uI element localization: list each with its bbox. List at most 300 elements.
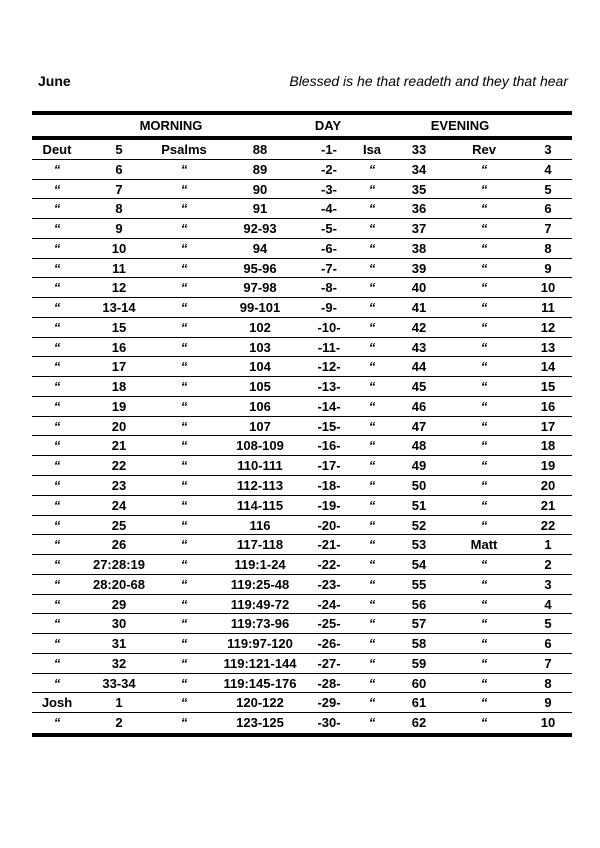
morning-psalms-chapter-cell: 95-96 [243,260,277,276]
evening-chapter-cell: 43 [411,339,427,355]
evening-nt-book-cell: “ [480,616,488,632]
morning-book-cell: “ [53,715,61,731]
morning-book-cell: “ [53,339,61,355]
morning-chapter-cell: 7 [115,181,123,197]
table-row [32,298,572,318]
column-header-morning: MORNING [139,118,203,133]
evening-nt-chapter-cell: 9 [544,695,552,711]
morning-book-cell: “ [53,478,61,494]
day-number-cell: -11- [317,339,341,355]
morning-book-cell: “ [53,201,61,217]
day-number-cell: -25- [317,616,341,632]
morning-psalms-book-cell: “ [180,636,188,652]
day-number-cell: -30- [317,715,341,731]
evening-nt-book-cell: “ [480,596,488,612]
morning-chapter-cell: 13-14 [102,300,136,316]
evening-book-cell: “ [368,339,376,355]
morning-chapter-cell: 16 [111,339,127,355]
evening-book-cell: “ [368,715,376,731]
evening-chapter-cell: 47 [411,418,427,434]
evening-book-cell: “ [368,537,376,553]
bottom-rule [32,733,572,737]
morning-book-cell: “ [53,379,61,395]
day-number-cell: -6- [321,240,337,256]
table-row [32,140,572,160]
morning-psalms-chapter-cell: 114-115 [236,497,284,513]
morning-chapter-cell: 21 [111,438,127,454]
reading-schedule-table [32,140,572,733]
evening-book-cell: “ [368,398,376,414]
evening-book-cell: “ [368,300,376,316]
morning-chapter-cell: 25 [111,517,127,533]
morning-chapter-cell: 26 [111,537,127,553]
evening-chapter-cell: 44 [411,359,427,375]
morning-psalms-chapter-cell: 119:145-176 [223,675,297,691]
day-number-cell: -22- [317,557,341,573]
evening-nt-chapter-cell: 10 [540,280,556,296]
evening-chapter-cell: 35 [411,181,427,197]
morning-psalms-book-cell: “ [180,596,188,612]
evening-nt-chapter-cell: 6 [544,201,552,217]
evening-nt-book-cell: “ [480,695,488,711]
evening-chapter-cell: 39 [411,260,427,276]
table-row [32,417,572,437]
evening-nt-book-cell: “ [480,161,488,177]
morning-psalms-book-cell: “ [180,695,188,711]
morning-psalms-chapter-cell: 119:73-96 [230,616,290,632]
morning-psalms-book-cell: “ [180,221,188,237]
morning-psalms-book-cell: “ [180,497,188,513]
evening-chapter-cell: 38 [411,240,427,256]
evening-nt-book-cell: “ [480,478,488,494]
morning-psalms-book-cell: “ [180,379,188,395]
evening-book-cell: “ [368,655,376,671]
evening-book-cell: “ [368,280,376,296]
table-row [32,397,572,417]
motto-text: Blessed is he that readeth and they that hear [289,73,568,89]
day-number-cell: -18- [317,478,341,494]
evening-book-cell: “ [368,418,376,434]
table-row [32,713,572,733]
evening-book-cell: “ [368,517,376,533]
morning-chapter-cell: 15 [111,319,127,335]
table-row [32,259,572,279]
evening-nt-book-cell: “ [480,280,488,296]
day-number-cell: -29- [317,695,341,711]
morning-psalms-chapter-cell: 103 [249,339,271,355]
table-row [32,436,572,456]
morning-psalms-chapter-cell: 119:49-72 [230,596,290,612]
morning-psalms-chapter-cell: 89 [252,161,268,177]
evening-book-cell: “ [368,458,376,474]
table-row [32,278,572,298]
evening-nt-chapter-cell: 6 [544,636,552,652]
evening-chapter-cell: 46 [411,398,427,414]
evening-chapter-cell: 54 [411,557,427,573]
morning-psalms-chapter-cell: 117-118 [236,537,284,553]
evening-nt-chapter-cell: 11 [541,300,555,316]
evening-nt-book-cell: “ [480,675,488,691]
table-row [32,614,572,634]
morning-book-cell: “ [53,359,61,375]
morning-psalms-chapter-cell: 91 [252,201,268,217]
evening-nt-chapter-cell: 17 [540,418,556,434]
morning-book-cell: “ [53,221,61,237]
day-number-cell: -27- [317,655,341,671]
morning-psalms-chapter-cell: 108-109 [236,438,284,454]
day-number-cell: -13- [317,379,341,395]
evening-nt-book-cell: “ [480,339,488,355]
table-row [32,456,572,476]
evening-nt-book-cell: Matt [470,537,498,553]
table-row [32,160,572,180]
morning-psalms-book-cell: “ [180,398,188,414]
morning-chapter-cell: 6 [115,161,123,177]
evening-chapter-cell: 56 [411,596,427,612]
day-number-cell: -8- [321,280,337,296]
morning-book-cell: “ [53,557,61,573]
morning-chapter-cell: 32 [111,655,127,671]
morning-book-cell: “ [53,418,61,434]
morning-psalms-chapter-cell: 110-111 [237,458,283,474]
morning-psalms-book-cell: “ [180,319,188,335]
evening-chapter-cell: 48 [411,438,427,454]
evening-chapter-cell: 59 [411,655,427,671]
evening-nt-book-cell: “ [480,418,488,434]
table-row [32,516,572,536]
day-number-cell: -24- [317,596,341,612]
evening-nt-chapter-cell: 15 [540,379,556,395]
morning-psalms-book-cell: “ [180,240,188,256]
day-number-cell: -12- [317,359,341,375]
day-number-cell: -10- [317,319,341,335]
day-number-cell: -19- [317,497,341,513]
table-row [32,199,572,219]
evening-nt-book-cell: “ [480,319,488,335]
column-header-day: DAY [314,118,342,133]
evening-nt-chapter-cell: 5 [544,616,552,632]
morning-book-cell: “ [53,616,61,632]
evening-book-cell: Isa [362,142,382,157]
evening-nt-book-cell: “ [480,181,488,197]
evening-book-cell: “ [368,161,376,177]
morning-book-cell: “ [53,636,61,652]
morning-chapter-cell: 19 [111,398,127,414]
day-number-cell: -2- [321,161,337,177]
morning-psalms-chapter-cell: 112-113 [236,478,284,494]
morning-chapter-cell: 23 [111,478,127,494]
evening-book-cell: “ [368,557,376,573]
morning-chapter-cell: 17 [111,359,127,375]
morning-psalms-chapter-cell: 106 [249,398,271,414]
evening-book-cell: “ [368,478,376,494]
evening-chapter-cell: 60 [411,675,427,691]
evening-nt-chapter-cell: 12 [540,319,556,335]
evening-nt-book-cell: “ [480,260,488,276]
evening-chapter-cell: 62 [411,715,427,731]
evening-chapter-cell: 58 [411,636,427,652]
evening-chapter-cell: 49 [411,458,427,474]
evening-nt-chapter-cell: 3 [544,142,552,157]
evening-chapter-cell: 61 [411,695,427,711]
morning-chapter-cell: 28:20-68 [92,576,146,592]
morning-psalms-book-cell: “ [180,616,188,632]
evening-nt-book-cell: “ [480,715,488,731]
morning-psalms-chapter-cell: 88 [252,142,268,157]
evening-nt-chapter-cell: 9 [544,260,552,276]
evening-book-cell: “ [368,695,376,711]
evening-nt-chapter-cell: 14 [540,359,556,375]
morning-book-cell: “ [53,596,61,612]
morning-book-cell: “ [53,398,61,414]
morning-book-cell: “ [53,497,61,513]
morning-psalms-chapter-cell: 99-101 [239,300,281,316]
evening-nt-book-cell: “ [480,576,488,592]
evening-book-cell: “ [368,319,376,335]
day-number-cell: -1- [321,142,337,157]
morning-chapter-cell: 10 [111,240,127,256]
evening-chapter-cell: 42 [411,319,427,335]
column-header-evening: EVENING [430,118,490,133]
morning-psalms-book-cell: “ [180,576,188,592]
morning-book-cell: “ [53,181,61,197]
morning-chapter-cell: 20 [111,418,127,434]
morning-psalms-book-cell: “ [180,418,188,434]
morning-psalms-chapter-cell: 119:25-48 [230,576,290,592]
morning-psalms-chapter-cell: 94 [252,240,268,256]
day-number-cell: -21- [317,537,341,553]
day-number-cell: -7- [321,260,337,276]
morning-psalms-book-cell: “ [180,161,188,177]
day-number-cell: -5- [321,221,337,237]
morning-book-cell: Deut [42,142,72,157]
evening-nt-book-cell: “ [480,458,488,474]
evening-chapter-cell: 45 [411,379,427,395]
evening-nt-chapter-cell: 3 [544,576,552,592]
morning-psalms-book-cell: “ [180,260,188,276]
evening-book-cell: “ [368,596,376,612]
morning-chapter-cell: 29 [111,596,127,612]
evening-nt-chapter-cell: 20 [540,478,556,494]
day-number-cell: -9- [321,300,337,316]
evening-nt-chapter-cell: 13 [540,339,556,355]
day-number-cell: -15- [317,418,341,434]
day-number-cell: -28- [317,675,341,691]
morning-psalms-chapter-cell: 104 [249,359,271,375]
evening-nt-book-cell: “ [480,221,488,237]
table-row [32,239,572,259]
morning-chapter-cell: 30 [111,616,127,632]
table-row [32,595,572,615]
evening-nt-chapter-cell: 1 [544,537,552,553]
top-rule [32,111,572,115]
month-label: June [38,73,71,89]
evening-nt-chapter-cell: 16 [540,398,556,414]
evening-nt-chapter-cell: 22 [540,517,556,533]
morning-psalms-book-cell: “ [180,300,188,316]
evening-nt-chapter-cell: 8 [544,240,552,256]
evening-nt-chapter-cell: 4 [544,161,552,177]
morning-book-cell: “ [53,161,61,177]
evening-book-cell: “ [368,221,376,237]
morning-chapter-cell: 22 [111,458,127,474]
table-row [32,219,572,239]
morning-psalms-book-cell: Psalms [161,142,207,157]
morning-psalms-book-cell: “ [180,517,188,533]
evening-chapter-cell: 52 [411,517,427,533]
morning-chapter-cell: 18 [111,379,127,395]
evening-book-cell: “ [368,379,376,395]
morning-psalms-chapter-cell: 90 [252,181,268,197]
table-row [32,338,572,358]
morning-psalms-book-cell: “ [180,715,188,731]
evening-nt-book-cell: “ [480,636,488,652]
evening-book-cell: “ [368,359,376,375]
evening-nt-book-cell: “ [480,379,488,395]
evening-nt-book-cell: “ [480,240,488,256]
morning-chapter-cell: 9 [115,221,123,237]
morning-psalms-book-cell: “ [180,557,188,573]
evening-nt-chapter-cell: 5 [544,181,552,197]
evening-nt-book-cell: “ [480,398,488,414]
morning-chapter-cell: 12 [111,280,127,296]
evening-nt-book-cell: “ [480,497,488,513]
morning-book-cell: “ [53,655,61,671]
evening-nt-chapter-cell: 21 [540,497,556,513]
evening-chapter-cell: 33 [411,142,427,157]
evening-chapter-cell: 40 [411,280,427,296]
morning-chapter-cell: 31 [111,636,127,652]
evening-nt-chapter-cell: 10 [540,715,556,731]
evening-book-cell: “ [368,201,376,217]
evening-book-cell: “ [368,616,376,632]
day-number-cell: -3- [321,181,337,197]
table-row [32,555,572,575]
evening-nt-book-cell: “ [480,201,488,217]
day-number-cell: -20- [317,517,341,533]
table-row [32,674,572,694]
morning-psalms-chapter-cell: 97-98 [243,280,277,296]
day-number-cell: -23- [317,576,341,592]
morning-psalms-chapter-cell: 105 [249,379,271,395]
day-number-cell: -17- [317,458,341,474]
evening-nt-book-cell: “ [480,438,488,454]
morning-psalms-book-cell: “ [180,537,188,553]
morning-book-cell: “ [53,260,61,276]
morning-psalms-book-cell: “ [180,478,188,494]
evening-nt-chapter-cell: 18 [540,438,556,454]
morning-psalms-book-cell: “ [180,339,188,355]
morning-book-cell: “ [53,576,61,592]
morning-chapter-cell: 8 [115,201,123,217]
evening-chapter-cell: 41 [411,300,427,316]
evening-nt-chapter-cell: 4 [544,596,552,612]
morning-book-cell: Josh [41,695,73,711]
table-row [32,634,572,654]
morning-psalms-book-cell: “ [180,438,188,454]
morning-psalms-book-cell: “ [180,458,188,474]
day-number-cell: -14- [317,398,341,414]
morning-chapter-cell: 11 [112,260,126,276]
morning-book-cell: “ [53,319,61,335]
table-row [32,654,572,674]
morning-chapter-cell: 24 [111,497,127,513]
evening-book-cell: “ [368,636,376,652]
morning-psalms-chapter-cell: 123-125 [236,715,284,731]
evening-chapter-cell: 57 [411,616,427,632]
morning-psalms-chapter-cell: 116 [249,517,271,533]
morning-psalms-chapter-cell: 120-122 [236,695,284,711]
evening-chapter-cell: 53 [411,537,427,553]
morning-psalms-chapter-cell: 107 [249,418,271,434]
morning-book-cell: “ [53,675,61,691]
morning-book-cell: “ [53,458,61,474]
evening-nt-chapter-cell: 2 [544,557,552,573]
evening-nt-book-cell: “ [480,557,488,573]
table-row [32,377,572,397]
morning-psalms-book-cell: “ [180,675,188,691]
morning-book-cell: “ [53,300,61,316]
evening-chapter-cell: 51 [411,497,427,513]
evening-chapter-cell: 37 [411,221,427,237]
evening-book-cell: “ [368,576,376,592]
day-number-cell: -16- [317,438,341,454]
morning-chapter-cell: 5 [115,142,123,157]
morning-book-cell: “ [53,517,61,533]
table-row [32,357,572,377]
evening-nt-book-cell: “ [480,300,488,316]
morning-psalms-book-cell: “ [180,181,188,197]
morning-chapter-cell: 1 [115,695,123,711]
morning-psalms-book-cell: “ [180,655,188,671]
evening-book-cell: “ [368,438,376,454]
morning-chapter-cell: 27:28:19 [92,557,146,573]
table-row [32,496,572,516]
evening-nt-chapter-cell: 8 [544,675,552,691]
day-number-cell: -26- [317,636,341,652]
table-row [32,693,572,713]
evening-nt-chapter-cell: 7 [544,655,552,671]
table-row [32,180,572,200]
evening-nt-chapter-cell: 7 [544,221,552,237]
evening-nt-book-cell: Rev [472,142,496,157]
day-number-cell: -4- [321,201,337,217]
evening-chapter-cell: 55 [411,576,427,592]
morning-book-cell: “ [53,438,61,454]
evening-nt-book-cell: “ [480,517,488,533]
morning-psalms-chapter-cell: 119:97-120 [227,636,293,652]
evening-book-cell: “ [368,240,376,256]
morning-psalms-chapter-cell: 102 [249,319,271,335]
evening-book-cell: “ [368,675,376,691]
morning-book-cell: “ [53,280,61,296]
evening-nt-book-cell: “ [480,655,488,671]
evening-nt-book-cell: “ [480,359,488,375]
evening-chapter-cell: 34 [411,161,427,177]
morning-chapter-cell: 33-34 [102,675,136,691]
morning-psalms-book-cell: “ [180,280,188,296]
evening-book-cell: “ [368,181,376,197]
morning-psalms-chapter-cell: 119:1-24 [234,557,286,573]
morning-psalms-book-cell: “ [180,359,188,375]
evening-chapter-cell: 36 [411,201,427,217]
morning-chapter-cell: 2 [115,715,123,731]
table-row [32,476,572,496]
evening-nt-chapter-cell: 19 [540,458,556,474]
table-row [32,318,572,338]
morning-psalms-chapter-cell: 92-93 [243,221,277,237]
evening-chapter-cell: 50 [411,478,427,494]
